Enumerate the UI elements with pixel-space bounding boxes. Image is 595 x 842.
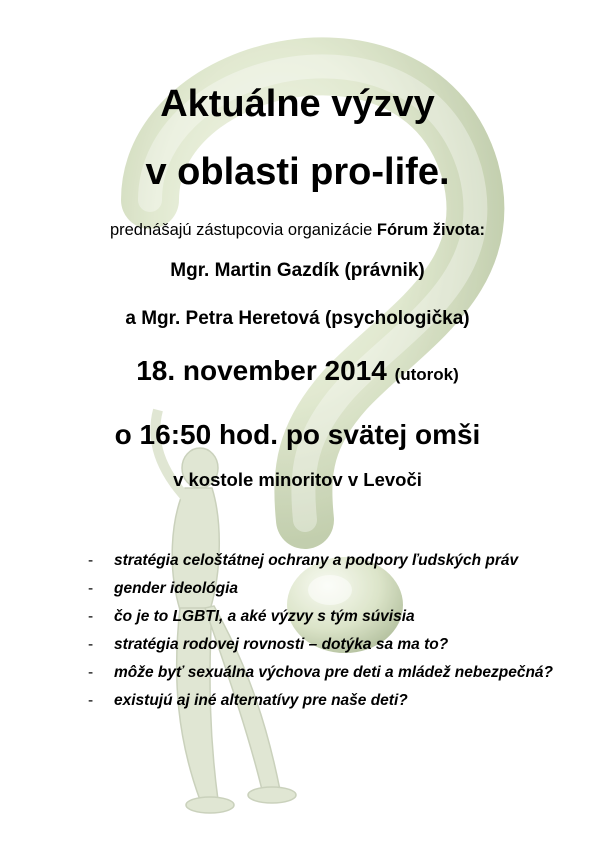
event-weekday: (utorok): [394, 365, 459, 384]
event-place: v kostole minoritov v Levoči: [173, 469, 422, 490]
bullet-dash: -: [88, 636, 94, 653]
bullet-dash: -: [88, 608, 94, 625]
topic-text: existujú aj iné alternatívy pre naše deti?: [114, 692, 408, 709]
topic-text: gender ideológia: [114, 580, 239, 597]
title-line-2: v oblasti pro-life.: [145, 151, 450, 193]
topics-list: [88, 549, 558, 717]
list-item: [88, 577, 558, 601]
list-item: [88, 661, 558, 685]
list-item: [88, 549, 558, 573]
topic-text: stratégia rodovej rovnosti – dotýka sa ma to?: [114, 636, 449, 653]
intro-line: [0, 220, 595, 240]
speaker-2: a Mgr. Petra Heretová (psychologička): [125, 308, 470, 329]
title-line-1: Aktuálne výzvy: [160, 83, 435, 125]
bullet-dash: -: [88, 692, 94, 709]
event-date: 18. november 2014: [136, 355, 387, 386]
intro-text: prednášajú zástupcovia organizácie: [109, 221, 377, 239]
bullet-dash: -: [88, 552, 94, 569]
topic-text: čo je to LGBTI, a aké výzvy s tým súvisia: [114, 608, 415, 625]
list-item: [88, 633, 558, 657]
list-item: [88, 689, 558, 713]
event-date-line: [0, 354, 595, 392]
topic-text: stratégia celoštátnej ochrany a podpory ľudských práv: [114, 552, 519, 569]
list-item: [88, 605, 558, 629]
event-time: o 16:50 hod. po svätej omši: [114, 419, 481, 450]
bullet-dash: -: [88, 580, 94, 597]
topic-text: môže byť sexuálna výchova pre deti a mládež nebezpečná?: [114, 664, 554, 681]
bullet-dash: -: [88, 664, 94, 681]
organization-name: Fórum života:: [376, 221, 486, 239]
speaker-1: Mgr. Martin Gazdík (právnik): [170, 260, 425, 281]
